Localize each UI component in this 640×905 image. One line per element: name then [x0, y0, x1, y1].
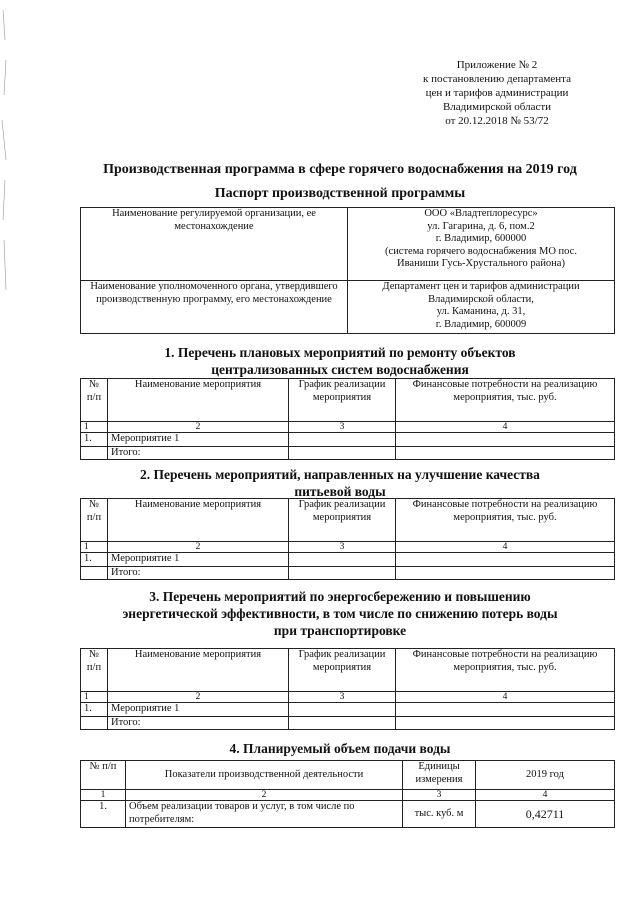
value-line: Владимирской области,: [428, 293, 534, 305]
col-number: 3: [289, 692, 396, 703]
col-number: 1: [81, 790, 126, 801]
table-header-row: [81, 649, 615, 692]
col-number: 1: [81, 422, 108, 433]
table-row: [81, 801, 615, 828]
table-row: [81, 281, 615, 334]
appendix-line: к постановлению департамента: [423, 73, 571, 85]
title-line: энергетической эффективности, в том числе по снижению потерь воды: [122, 606, 558, 621]
row-value: 0,42711: [476, 801, 615, 828]
table-row: [81, 692, 615, 703]
row-name: Мероприятие 1: [108, 703, 289, 717]
appendix-line: от 20.12.2018 № 53/72: [445, 115, 549, 127]
col-header: № п/п: [81, 499, 108, 542]
table-header-row: [81, 499, 615, 542]
value-line: ул. Гагарина, д. 6, пом.2: [427, 220, 535, 232]
col-number: 2: [108, 542, 289, 553]
value-line: г. Владимир, 600009: [435, 318, 527, 330]
empty-cell: [396, 716, 615, 730]
col-header: Наименование мероприятия: [108, 379, 289, 422]
value-line: г. Владимир, 600000: [435, 233, 527, 244]
row-num: 1.: [81, 553, 108, 567]
table-row: [81, 790, 615, 801]
empty-cell: [289, 553, 396, 567]
row-name: Объем реализации товаров и услуг, в том числе по потребителям:: [126, 801, 403, 828]
section-4-title: 4. Планируемый объем подачи воды: [229, 741, 451, 756]
section-3-table: [80, 648, 615, 730]
table-row: [81, 703, 615, 717]
col-number: 3: [403, 790, 476, 801]
appendix-line: Приложение № 2: [456, 59, 538, 71]
passport-value: [348, 281, 615, 334]
appendix-line: цен и тарифов администрации: [425, 87, 569, 99]
col-header: Финансовые потребности на реализацию мероприятия, тыс. руб.: [396, 379, 615, 422]
document-title: Производственная программа в сфере горячего водоснабжения на 2019 год: [103, 162, 577, 177]
col-header: № п/п: [81, 761, 126, 790]
col-header: Единицы измерения: [403, 761, 476, 790]
col-header: Финансовые потребности на реализацию мероприятия, тыс. руб.: [396, 649, 615, 692]
col-number: 3: [289, 422, 396, 433]
table-header-row: [81, 761, 615, 790]
col-number: 2: [126, 790, 403, 801]
table-row: [81, 566, 615, 580]
value-line: ул. Каманина, д. 31,: [436, 306, 526, 317]
table-header-row: [81, 379, 615, 422]
value-line: Департамент цен и тарифов администрации: [382, 281, 580, 292]
table-row: [81, 208, 615, 281]
empty-cell: [396, 703, 615, 717]
value-line: Иваниши Гусь-Хрустального района): [397, 258, 565, 269]
table-row: [81, 446, 615, 460]
empty-cell: [81, 446, 108, 460]
empty-cell: [396, 553, 615, 567]
row-num: 1.: [81, 703, 108, 717]
col-number: 4: [396, 542, 615, 553]
title-line: 1. Перечень плановых мероприятий по ремонту объектов: [164, 345, 516, 360]
title-line: при транспортировке: [273, 623, 407, 638]
empty-cell: [289, 433, 396, 447]
empty-cell: [289, 566, 396, 580]
value-line: (система горячего водоснабжения МО пос.: [385, 245, 577, 257]
table-row: [81, 542, 615, 553]
section-1-title: [60, 344, 620, 378]
section-1-table: [80, 378, 615, 460]
col-number: 3: [289, 542, 396, 553]
empty-cell: [396, 446, 615, 460]
col-number: 1: [81, 542, 108, 553]
title-line: питьевой воды: [294, 484, 386, 499]
total-label: Итого:: [108, 566, 289, 580]
col-header: Финансовые потребности на реализацию мероприятия, тыс. руб.: [396, 499, 615, 542]
col-number: 2: [108, 692, 289, 703]
value-line: ООО «Владтеплоресурс»: [424, 208, 538, 219]
title-line: 2. Перечень мероприятий, направленных на улучшение качества: [140, 467, 540, 482]
section-2-title: [60, 466, 620, 500]
total-label: Итого:: [108, 446, 289, 460]
appendix-block: [392, 58, 602, 128]
col-header: График реализации мероприятия: [289, 379, 396, 422]
passport-label: Наименование регулируемой организации, ее местонахождение: [81, 208, 348, 281]
col-number: 2: [108, 422, 289, 433]
row-unit: тыс. куб. м: [403, 801, 476, 828]
empty-cell: [81, 716, 108, 730]
row-name: Мероприятие 1: [108, 433, 289, 447]
empty-cell: [289, 716, 396, 730]
section-3-title: [60, 588, 620, 639]
table-row: [81, 553, 615, 567]
table-row: [81, 716, 615, 730]
section-4-table: [80, 760, 615, 828]
col-header: График реализации мероприятия: [289, 499, 396, 542]
table-row: [81, 433, 615, 447]
section-2-table: [80, 498, 615, 580]
total-label: Итого:: [108, 716, 289, 730]
col-header: № п/п: [81, 379, 108, 422]
col-number: 4: [476, 790, 615, 801]
passport-title: Паспорт производственной программы: [214, 186, 466, 201]
empty-cell: [396, 433, 615, 447]
empty-cell: [396, 566, 615, 580]
table-row: [81, 422, 615, 433]
passport-table: [80, 207, 615, 334]
title-line: 3. Перечень мероприятий по энергосбережению и повышению: [149, 589, 531, 604]
col-number: 1: [81, 692, 108, 703]
col-number: 4: [396, 422, 615, 433]
empty-cell: [289, 703, 396, 717]
row-num: 1.: [81, 801, 126, 828]
passport-value: [348, 208, 615, 281]
empty-cell: [289, 446, 396, 460]
appendix-line: Владимирской области: [442, 101, 552, 113]
col-header: 2019 год: [476, 761, 615, 790]
col-header: Наименование мероприятия: [108, 649, 289, 692]
passport-label: Наименование уполномоченного органа, утвердившего производственную программу, его местонахождение: [81, 281, 348, 334]
col-number: 4: [396, 692, 615, 703]
title-line: централизованных систем водоснабжения: [211, 362, 469, 377]
scan-edge-noise: [0, 0, 20, 320]
row-name: Мероприятие 1: [108, 553, 289, 567]
col-header: График реализации мероприятия: [289, 649, 396, 692]
row-num: 1.: [81, 433, 108, 447]
col-header: Показатели производственной деятельности: [126, 761, 403, 790]
col-header: Наименование мероприятия: [108, 499, 289, 542]
col-header: № п/п: [81, 649, 108, 692]
empty-cell: [81, 566, 108, 580]
